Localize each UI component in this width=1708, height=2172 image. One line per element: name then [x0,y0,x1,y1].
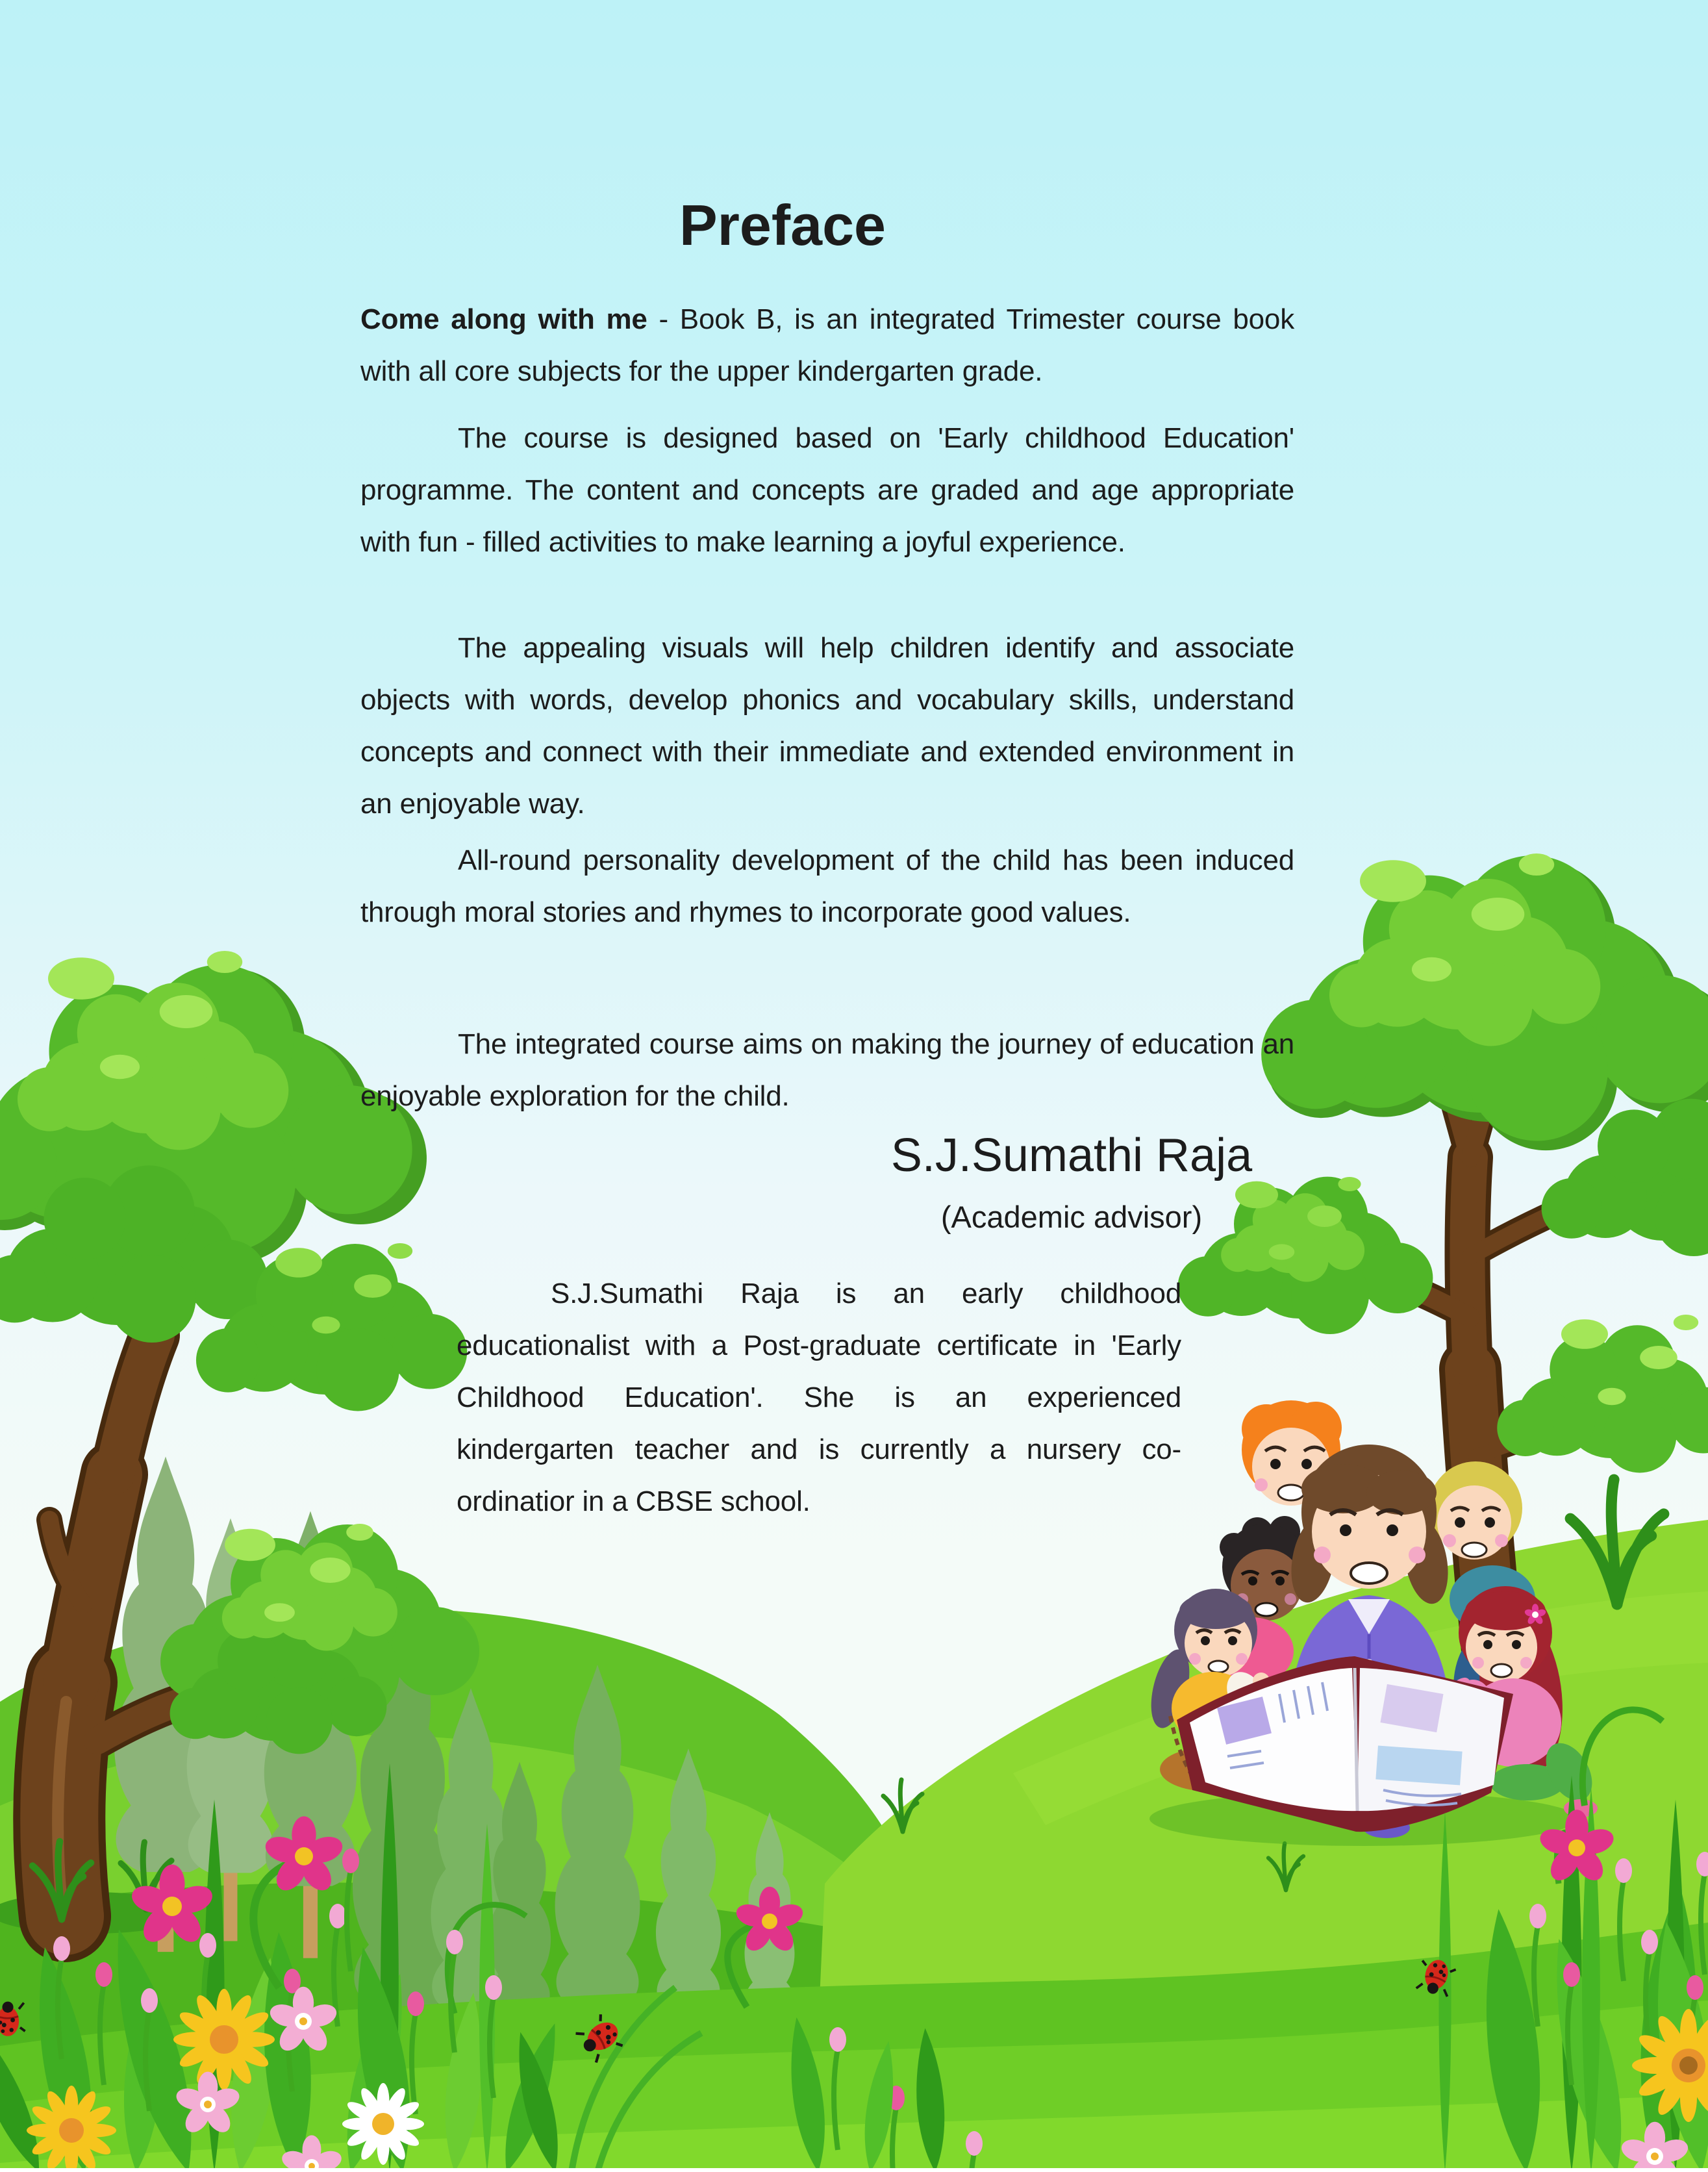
preface-paragraph-2: The course is designed based on 'Early childhood Education' programme. The content and concepts are graded and age appropriate with fun - filled activities to make learning a joyful experience. [360,422,1294,558]
book-name: Come along with me [360,303,647,335]
preface-paragraph-3: The appealing visuals will help children identify and associate objects with words, develop phonics and vocabulary skills, understand concepts and connect with their immediate and extended environment in an enjoyable way. [360,632,1294,820]
signature-name: S.J.Sumathi Raja [890,1130,1253,1181]
page-title: Preface [679,193,886,257]
preface-paragraph-5: The integrated course aims on making the journey of education an enjoyable exploration for the child. [360,1028,1294,1112]
paragraph-1-text: - Book B, is an integrated Trimester course book with all core subjects for the upper kindergarten grade. [360,303,1294,387]
signature-role: (Academic advisor) [940,1200,1203,1234]
preface-paragraph-1 [360,294,1294,398]
author-bio: S.J.Sumathi Raja is an early childhood educationalist with a Post-graduate certificate in 'Early Childhood Education'. She is an experienced kindergarten teacher and is currently a nursery co-ordinatior in a CBSE school. [457,1278,1181,1517]
preface-paragraph-4: All-round personality development of the child has been induced through moral stories and rhymes to incorporate good values. [360,844,1294,928]
